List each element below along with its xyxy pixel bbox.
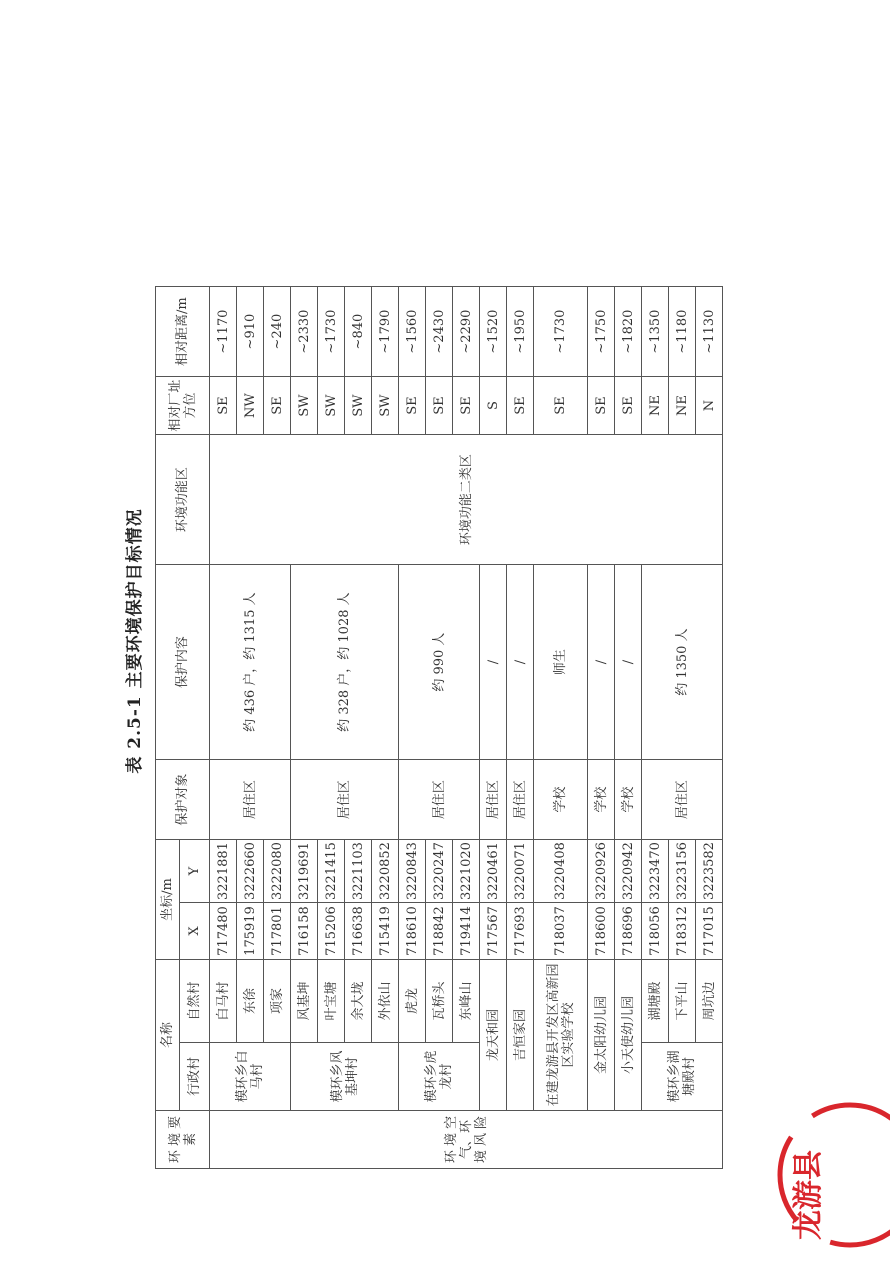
distance-cell: ~1560 (399, 287, 426, 377)
y-cell: 3222660 (237, 840, 264, 903)
header-distance: 相对距离/m (156, 287, 210, 377)
seal-text: 龙游县 (791, 1150, 826, 1240)
table-row (399, 287, 426, 1169)
name-cell: 在建龙游县开发区高新园区实验学校 (534, 960, 588, 1111)
name-cell: 小天使幼儿园 (615, 960, 642, 1111)
y-cell: 3223582 (696, 840, 723, 903)
distance-cell: ~1950 (507, 287, 534, 377)
x-cell: 717015 (696, 903, 723, 960)
y-cell: 3220852 (372, 840, 399, 903)
x-cell: 716638 (345, 903, 372, 960)
y-cell: 3221415 (318, 840, 345, 903)
protected-object-cell: 居住区 (210, 760, 291, 840)
distance-cell: ~1130 (696, 287, 723, 377)
protected-object-cell: 学校 (534, 760, 588, 840)
direction-cell: SE (534, 377, 588, 435)
natural-village-cell: 项家 (264, 960, 291, 1043)
y-cell: 3219691 (291, 840, 318, 903)
y-cell: 3220461 (480, 840, 507, 903)
direction-cell: NE (669, 377, 696, 435)
y-cell: 3220926 (588, 840, 615, 903)
distance-cell: ~1520 (480, 287, 507, 377)
direction-cell: NW (237, 377, 264, 435)
natural-village-cell: 白马村 (210, 960, 237, 1043)
y-cell: 3220408 (534, 840, 588, 903)
x-cell: 718610 (399, 903, 426, 960)
natural-village-cell: 风基坤 (291, 960, 318, 1043)
protection-content-cell: / (588, 565, 615, 760)
admin-village-cell: 模环乡风基坤村 (291, 1043, 399, 1111)
direction-cell: SE (507, 377, 534, 435)
natural-village-cell: 外依山 (372, 960, 399, 1043)
distance-cell: ~1820 (615, 287, 642, 377)
table-row (642, 287, 669, 1169)
admin-village-cell: 模环乡虎龙村 (399, 1043, 480, 1111)
function-zone-cell: 环境功能二类区 (210, 435, 723, 565)
protected-object-cell: 居住区 (480, 760, 507, 840)
protection-content-cell: 师生 (534, 565, 588, 760)
admin-village-cell: 模环乡湖塘殿村 (642, 1043, 723, 1111)
x-cell: 717480 (210, 903, 237, 960)
table-row (615, 287, 642, 1169)
distance-cell: ~1730 (318, 287, 345, 377)
header-y: Y (180, 840, 210, 903)
direction-cell: SE (210, 377, 237, 435)
direction-cell: SE (453, 377, 480, 435)
protection-content-cell: 约 436 户，约 1315 人 (210, 565, 291, 760)
table-row (507, 287, 534, 1169)
distance-cell: ~1750 (588, 287, 615, 377)
natural-village-cell: 东峰山 (453, 960, 480, 1043)
x-cell: 718037 (534, 903, 588, 960)
y-cell: 3220942 (615, 840, 642, 903)
natural-village-cell: 下平山 (669, 960, 696, 1043)
protected-object-cell: 居住区 (507, 760, 534, 840)
table-row (210, 287, 237, 1169)
distance-cell: ~1730 (534, 287, 588, 377)
name-cell: 吉恒家园 (507, 960, 534, 1111)
header-coordinates: 坐标/m (156, 840, 180, 960)
header-x: X (180, 903, 210, 960)
table-row (291, 287, 318, 1169)
x-cell: 717693 (507, 903, 534, 960)
protection-content-cell: / (615, 565, 642, 760)
distance-cell: ~2290 (453, 287, 480, 377)
distance-cell: ~840 (345, 287, 372, 377)
y-cell: 3223470 (642, 840, 669, 903)
natural-village-cell: 周坑边 (696, 960, 723, 1043)
distance-cell: ~1170 (210, 287, 237, 377)
header-name: 名称 (156, 960, 180, 1111)
distance-cell: ~1790 (372, 287, 399, 377)
protected-object-cell: 居住区 (399, 760, 480, 840)
protection-content-cell: 约 1350 人 (642, 565, 723, 760)
natural-village-cell: 湖塘殿 (642, 960, 669, 1043)
direction-cell: SW (291, 377, 318, 435)
direction-cell: SE (588, 377, 615, 435)
header-function-zone: 环境功能区 (156, 435, 210, 565)
y-cell: 3220843 (399, 840, 426, 903)
header-direction: 相对厂址方位 (156, 377, 210, 435)
protection-content-cell: 约 990 人 (399, 565, 480, 760)
direction-cell: S (480, 377, 507, 435)
direction-cell: SW (318, 377, 345, 435)
y-cell: 3223156 (669, 840, 696, 903)
y-cell: 3221881 (210, 840, 237, 903)
direction-cell: SE (426, 377, 453, 435)
x-cell: 718696 (615, 903, 642, 960)
header-natural-village: 自然村 (180, 960, 210, 1043)
name-cell: 龙天和园 (480, 960, 507, 1111)
x-cell: 716158 (291, 903, 318, 960)
direction-cell: SW (372, 377, 399, 435)
header-protection-content: 保护内容 (156, 565, 210, 760)
distance-cell: ~1350 (642, 287, 669, 377)
table-row (480, 287, 507, 1169)
distance-cell: ~2430 (426, 287, 453, 377)
protection-targets-table (155, 286, 723, 1169)
table-row (588, 287, 615, 1169)
header-protected-object: 保护对象 (156, 760, 210, 840)
protected-object-cell: 居住区 (291, 760, 399, 840)
y-cell: 3220071 (507, 840, 534, 903)
protection-content-cell: 约 328 户，约 1028 人 (291, 565, 399, 760)
table-caption: 表 2.5-1 主要环境保护目标情况 (125, 508, 145, 774)
env-element-cell: 环 境 空 气、环 境 风 险 (210, 1111, 723, 1169)
distance-cell: ~1180 (669, 287, 696, 377)
table-row (534, 287, 588, 1169)
natural-village-cell: 瓦桥头 (426, 960, 453, 1043)
distance-cell: ~240 (264, 287, 291, 377)
x-cell: 719414 (453, 903, 480, 960)
protection-content-cell: / (507, 565, 534, 760)
natural-village-cell: 虎龙 (399, 960, 426, 1043)
direction-cell: SW (345, 377, 372, 435)
direction-cell: SE (264, 377, 291, 435)
x-cell: 715206 (318, 903, 345, 960)
direction-cell: NE (642, 377, 669, 435)
x-cell: 718600 (588, 903, 615, 960)
natural-village-cell: 东徐 (237, 960, 264, 1043)
direction-cell: SE (615, 377, 642, 435)
name-cell: 金太阳幼儿园 (588, 960, 615, 1111)
natural-village-cell: 余大垅 (345, 960, 372, 1043)
x-cell: 717567 (480, 903, 507, 960)
x-cell: 715419 (372, 903, 399, 960)
x-cell: 718842 (426, 903, 453, 960)
header-admin-village: 行政村 (180, 1043, 210, 1111)
x-cell: 717801 (264, 903, 291, 960)
protected-object-cell: 居住区 (642, 760, 723, 840)
x-cell: 718312 (669, 903, 696, 960)
protection-content-cell: / (480, 565, 507, 760)
y-cell: 3221103 (345, 840, 372, 903)
y-cell: 3220247 (426, 840, 453, 903)
header-row (156, 287, 180, 1169)
distance-cell: ~2330 (291, 287, 318, 377)
x-cell: 718056 (642, 903, 669, 960)
y-cell: 3221020 (453, 840, 480, 903)
y-cell: 3222080 (264, 840, 291, 903)
natural-village-cell: 叶宝塘 (318, 960, 345, 1043)
direction-cell: N (696, 377, 723, 435)
protected-object-cell: 学校 (615, 760, 642, 840)
red-seal-stamp (770, 1090, 890, 1260)
protected-object-cell: 学校 (588, 760, 615, 840)
distance-cell: ~910 (237, 287, 264, 377)
direction-cell: SE (399, 377, 426, 435)
x-cell: 175919 (237, 903, 264, 960)
header-env-element: 环 境 要素 (156, 1111, 210, 1169)
admin-village-cell: 模环乡白马村 (210, 1043, 291, 1111)
